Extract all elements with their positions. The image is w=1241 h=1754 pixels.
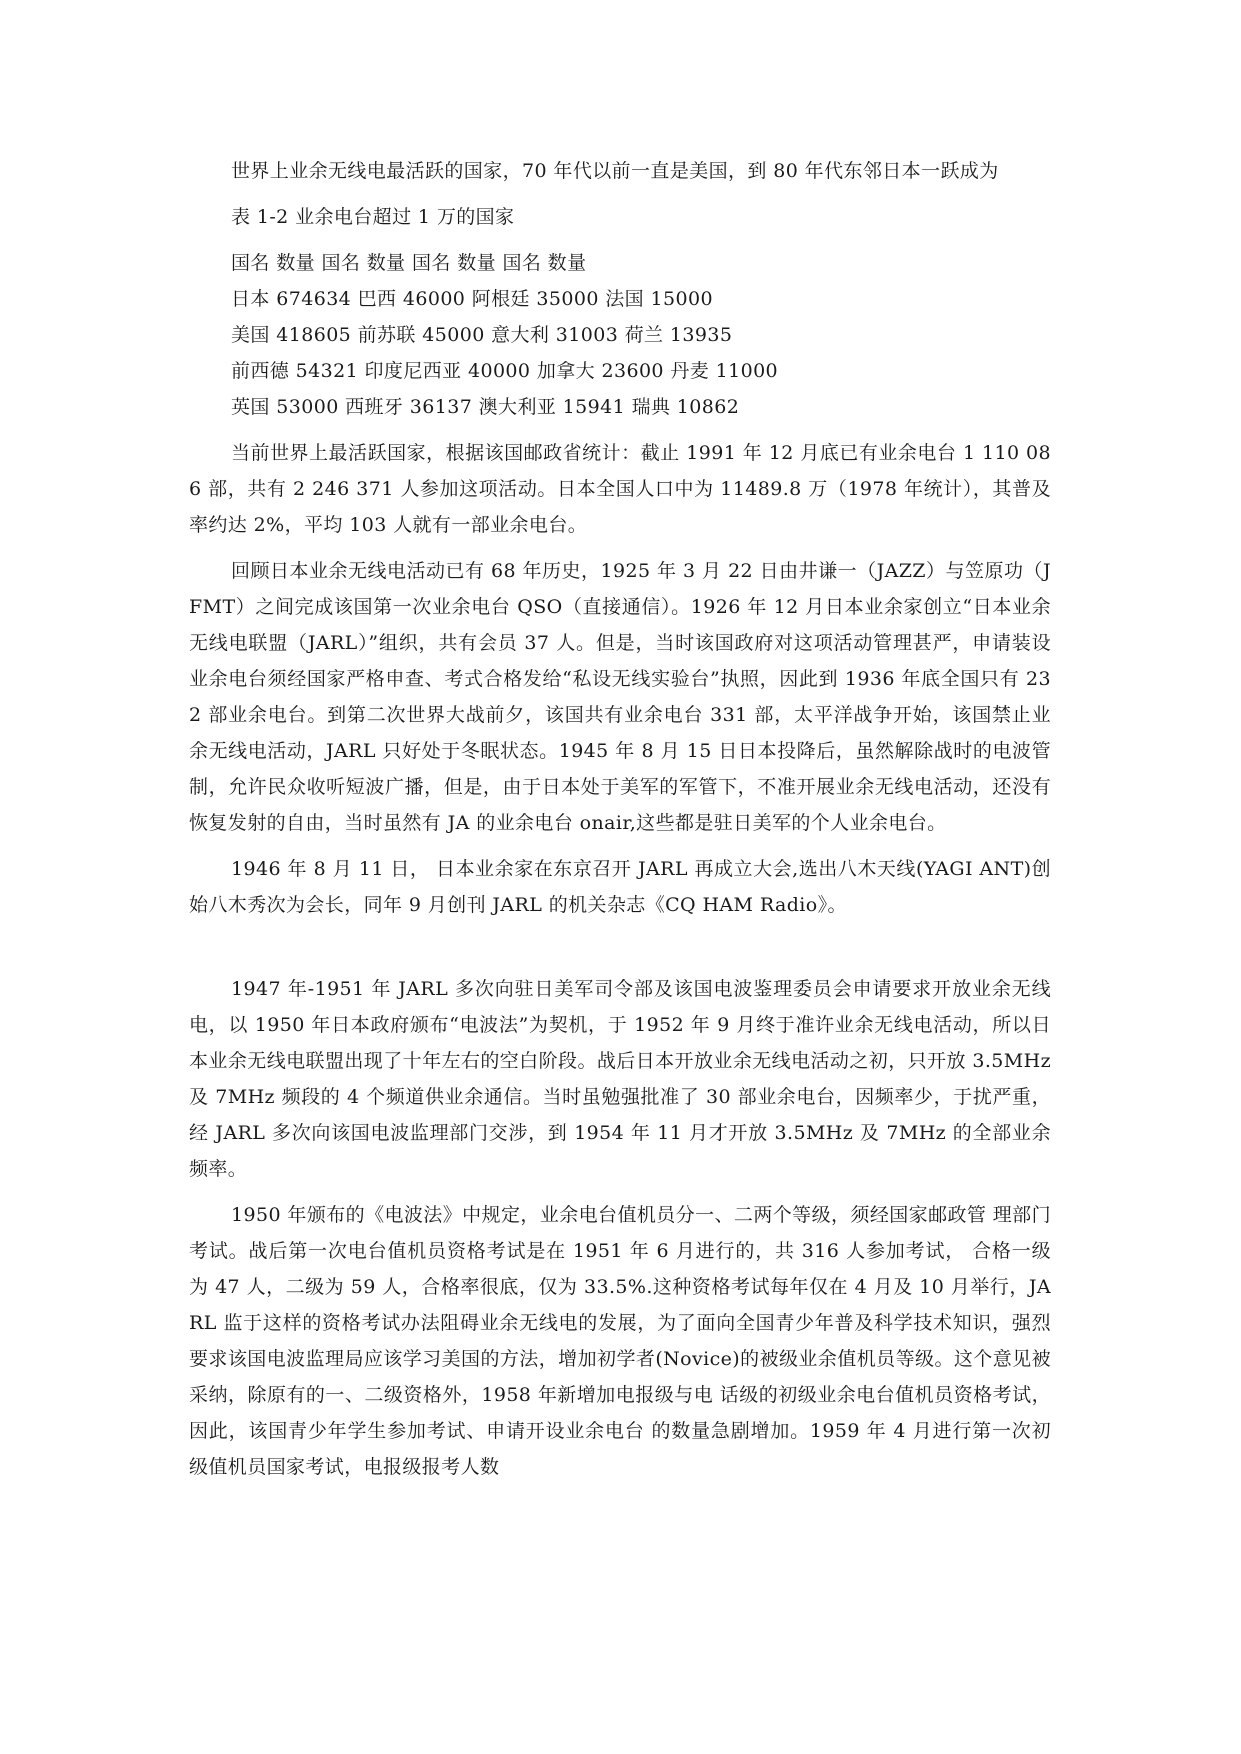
table-row: 前西德 54321 印度尼西亚 40000 加拿大 23600 丹麦 11000 bbox=[231, 360, 779, 382]
reopening-paragraph: 1947 年-1951 年 JARL 多次向驻日美军司令部及该国电波鉴理委员会申请要求开放业余无线电，以 1950 年日本政府颁布“电波法”为契机，于 1952 年 9 月终于准许业余无线电活动，所以日本业余无线电联盟出现了十年左右的空白阶段。战后日本开放业余无线电活动之初，只开放 3.5MHz 及 7MHz 频段的 4 个频道供业余通信。当时虽勉强批准了 30 部业余电台，因频率少，于扰严重，经 JARL 多次向该国电波监理部门交涉，到 1954 年 11 月才开放 3.5MHz 及 7MHz 的全部业余频率。 bbox=[189, 978, 1051, 1180]
document-body bbox=[189, 153, 1051, 1485]
table-header-row: 国名 数量 国名 数量 国名 数量 国名 数量 bbox=[231, 252, 587, 274]
licensing-paragraph: 1950 年颁布的《电波法》中规定，业余电台值机员分一、二两个等级，须经国家邮政管 理部门考试。战后第一次电台值机员资格考试是在 1951 年 6 月进行的，共 316 人参加考试， 合格一级为 47 人，二级为 59 人，合格率很底，仅为 33.5%.这种资格考试每年仅在 4 月及 10 月举行，JARL 监于这样的资格考试办法阻碍业余无线电的发展，为了面向全国青少年普及科学技术知识，强烈要求该国电波监理局应该学习美国的方法，增加初学者(Novice)的被级业余值机员等级。这个意见被采纳，除原有的一、二级资格外，1958 年新增加电报级与电 话级的初级业余电台值机员资格考试，因此，该国青少年学生参加考试、申请开设业余电台 的数量急剧增加。1959 年 4 月进行第一次初级值机员国家考试，电报级报考人数 bbox=[189, 1204, 1051, 1478]
intro-paragraph: 世界上业余无线电最活跃的国家，70 年代以前一直是美国，到 80 年代东邻日本一跃成为 bbox=[231, 160, 999, 182]
table-row: 日本 674634 巴西 46000 阿根廷 35000 法国 15000 bbox=[231, 288, 713, 310]
table-row: 美国 418605 前苏联 45000 意大利 31003 荷兰 13935 bbox=[231, 324, 733, 346]
statistics-paragraph: 当前世界上最活跃国家，根据该国邮政省统计：截止 1991 年 12 月底已有业余电台 1 110 086 部，共有 2 246 371 人参加这项活动。日本全国人口中为 11489.8 万（1978 年统计），其普及率约达 2%，平均 103 人就有一部业余电台。 bbox=[189, 442, 1051, 536]
jarl-refounding-paragraph: 1946 年 8 月 11 日， 日本业余家在东京召开 JARL 再成立大会,选出八木天线(YAGI ANT)创始八木秀次为会长，同年 9 月创刊 JARL 的机关杂志《CQ HAM Radio》。 bbox=[189, 858, 1051, 916]
table-caption: 表 1-2 业余电台超过 1 万的国家 bbox=[231, 206, 515, 228]
history-paragraph: 回顾日本业余无线电活动已有 68 年历史，1925 年 3 月 22 日由井谦一（JAZZ）与笠原功（JFMT）之间完成该国第一次业余电台 QSO（直接通信）。1926 年 12 月日本业余家创立“日本业余无线电联盟（JARL）”组织，共有会员 37 人。但是，当时该国政府对这项活动管理甚严，申请装设业余电台须经国家严格申查、考式合格发给“私设无线实验台”执照，因此到 1936 年底全国只有 232 部业余电台。到第二次世界大战前夕，该国共有业余电台 331 部，太平洋战争开始，该国禁止业余无线电活动，JARL 只好处于冬眠状态。1945 年 8 月 15 日日本投降后，虽然解除战时的电波管制，允许民众收听短波广播，但是，由于日本处于美军的军管下，不准开展业余无线电活动，还没有恢复发射的自由，当时虽然有 JA 的业余电台 onair,这些都是驻日美军的个人业余电台。 bbox=[189, 560, 1051, 834]
country-station-table bbox=[189, 245, 1051, 425]
table-row: 英国 53000 西班牙 36137 澳大利亚 15941 瑞典 10862 bbox=[231, 396, 740, 418]
